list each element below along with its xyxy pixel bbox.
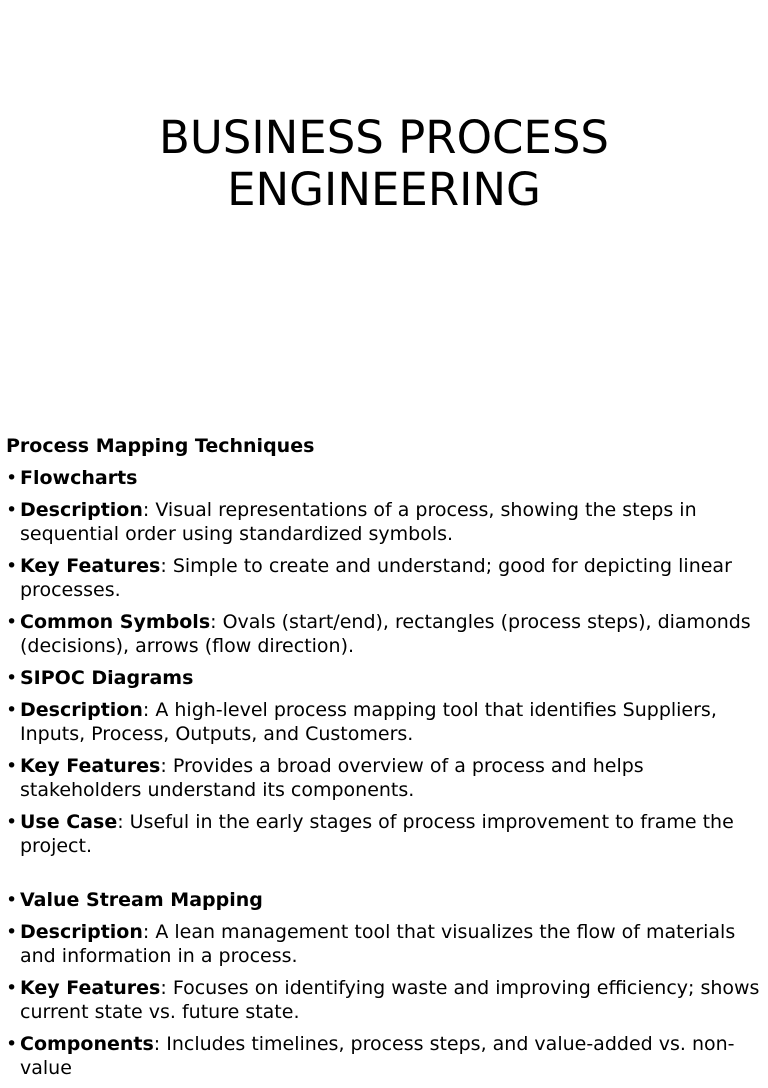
bullet-text: : A lean management tool that visualizes the flow of materials and information in a process. — [20, 921, 736, 967]
bullet-label: Key Features — [20, 555, 161, 577]
bullet-label: Components — [20, 1033, 154, 1055]
bullet-label: Key Features — [20, 977, 161, 999]
bullet-item-sipoc-description — [6, 698, 766, 746]
bullet-label: Use Case — [20, 811, 118, 833]
title-slide — [0, 0, 768, 420]
bullet-item-flowcharts-common-symbols — [6, 610, 766, 658]
bullet-label: Common Symbols — [20, 611, 211, 633]
section-heading: Process Mapping Techniques — [6, 435, 315, 457]
bullet-item-sipoc — [6, 666, 766, 690]
bullet-item-value-stream-description — [6, 920, 766, 968]
title-line-1: BUSINESS PROCESS — [159, 111, 609, 164]
bullet-label: SIPOC Diagrams — [20, 667, 194, 689]
title-line-2: ENGINEERING — [227, 163, 541, 216]
bullet-text: : Useful in the early stages of process improvement to frame the project. — [20, 811, 734, 857]
bullet-item-value-stream — [6, 888, 766, 912]
bullet-text: : A high-level process mapping tool that identifies Suppliers, Inputs, Process, Outputs, and Customers. — [20, 699, 717, 745]
bullet-text: : Simple to create and understand; good for depicting linear processes. — [20, 555, 732, 601]
bullet-text: : Focuses on identifying waste and improving efficiency; shows current state vs. future state. — [20, 977, 760, 1023]
bullet-item-sipoc-key-features — [6, 754, 766, 802]
document-title — [0, 112, 768, 216]
bullet-item-sipoc-use-case — [6, 810, 766, 858]
bullet-text: : Provides a broad overview of a process and helps stakeholders understand its components. — [20, 755, 644, 801]
bullet-label: Flowcharts — [20, 467, 138, 489]
bullet-text: : Ovals (start/end), rectangles (process steps), diamonds (decisions), arrows (flow direction). — [20, 611, 751, 657]
bullet-item-flowcharts — [6, 466, 766, 490]
bullet-label: Description — [20, 499, 143, 521]
content-section — [6, 434, 766, 1088]
bullet-item-flowcharts-description — [6, 498, 766, 546]
bullet-text: : Includes timelines, process steps, and value-added vs. non-value — [20, 1033, 735, 1079]
bullet-item-value-stream-key-features — [6, 976, 766, 1024]
bullet-list — [6, 466, 766, 1080]
bullet-label: Value Stream Mapping — [20, 889, 263, 911]
bullet-label: Description — [20, 921, 143, 943]
bullet-label: Description — [20, 699, 143, 721]
bullet-label: Key Features — [20, 755, 161, 777]
bullet-item-flowcharts-key-features — [6, 554, 766, 602]
bullet-text: : Visual representations of a process, showing the steps in sequential order using standardized symbols. — [20, 499, 697, 545]
bullet-item-value-stream-components — [6, 1032, 766, 1080]
